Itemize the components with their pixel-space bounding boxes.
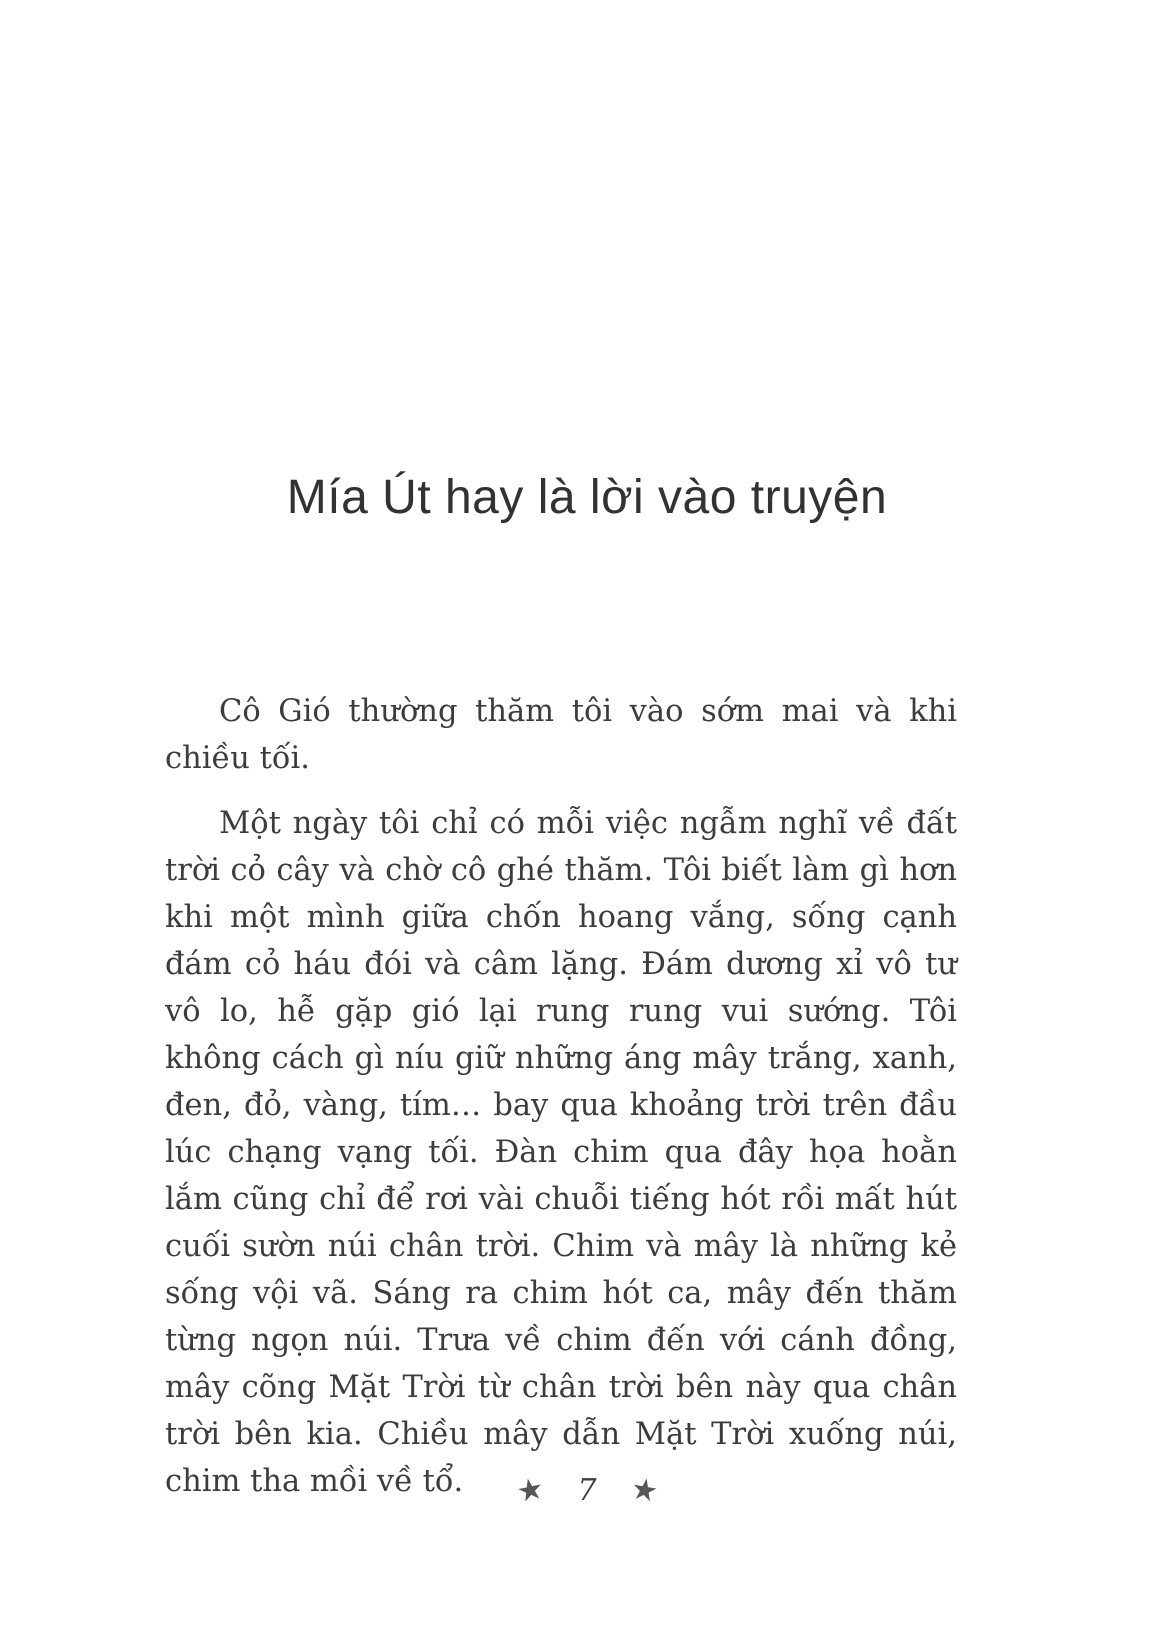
star-icon: ★ (627, 1470, 661, 1511)
star-icon: ★ (513, 1470, 547, 1511)
paragraph: Cô Gió thường thăm tôi vào sớm mai và khi chiều tối. (165, 694, 957, 776)
page-number: 7 (577, 1473, 597, 1508)
body-text (165, 688, 957, 1523)
paragraph: Một ngày tôi chỉ có mỗi việc ngẫm nghĩ về đất trời cỏ cây và chờ cô ghé thăm. Tôi biết làm gì hơn khi một mình giữa chốn hoang vắng, sống cạnh đám cỏ háu đói và câm lặng. Đám dương xỉ vô tư vô lo, hễ gặp gió lại rung rung vui sướng. Tôi không cách gì níu giữ những áng mây trắng, xanh, đen, đỏ, vàng, tím… bay qua khoảng trời trên đầu lúc chạng vạng tối. Đàn chim qua đây họa hoằn lắm cũng chỉ để rơi vài chuỗi tiếng hót rồi mất hút cuối sườn núi chân trời. Chim và mây là những kẻ sống vội vã. Sáng ra chim hót ca, mây đến thăm từng ngọn núi. Trưa về chim đến với cánh đồng, mây cõng Mặt Trời từ chân trời bên này qua chân trời bên kia. Chiều mây dẫn Mặt Trời xuống núi, chim tha mồi về tổ. (165, 806, 957, 1499)
page-footer (0, 1470, 1174, 1511)
chapter-title: Mía Út hay là lời vào truyện (286, 471, 888, 525)
